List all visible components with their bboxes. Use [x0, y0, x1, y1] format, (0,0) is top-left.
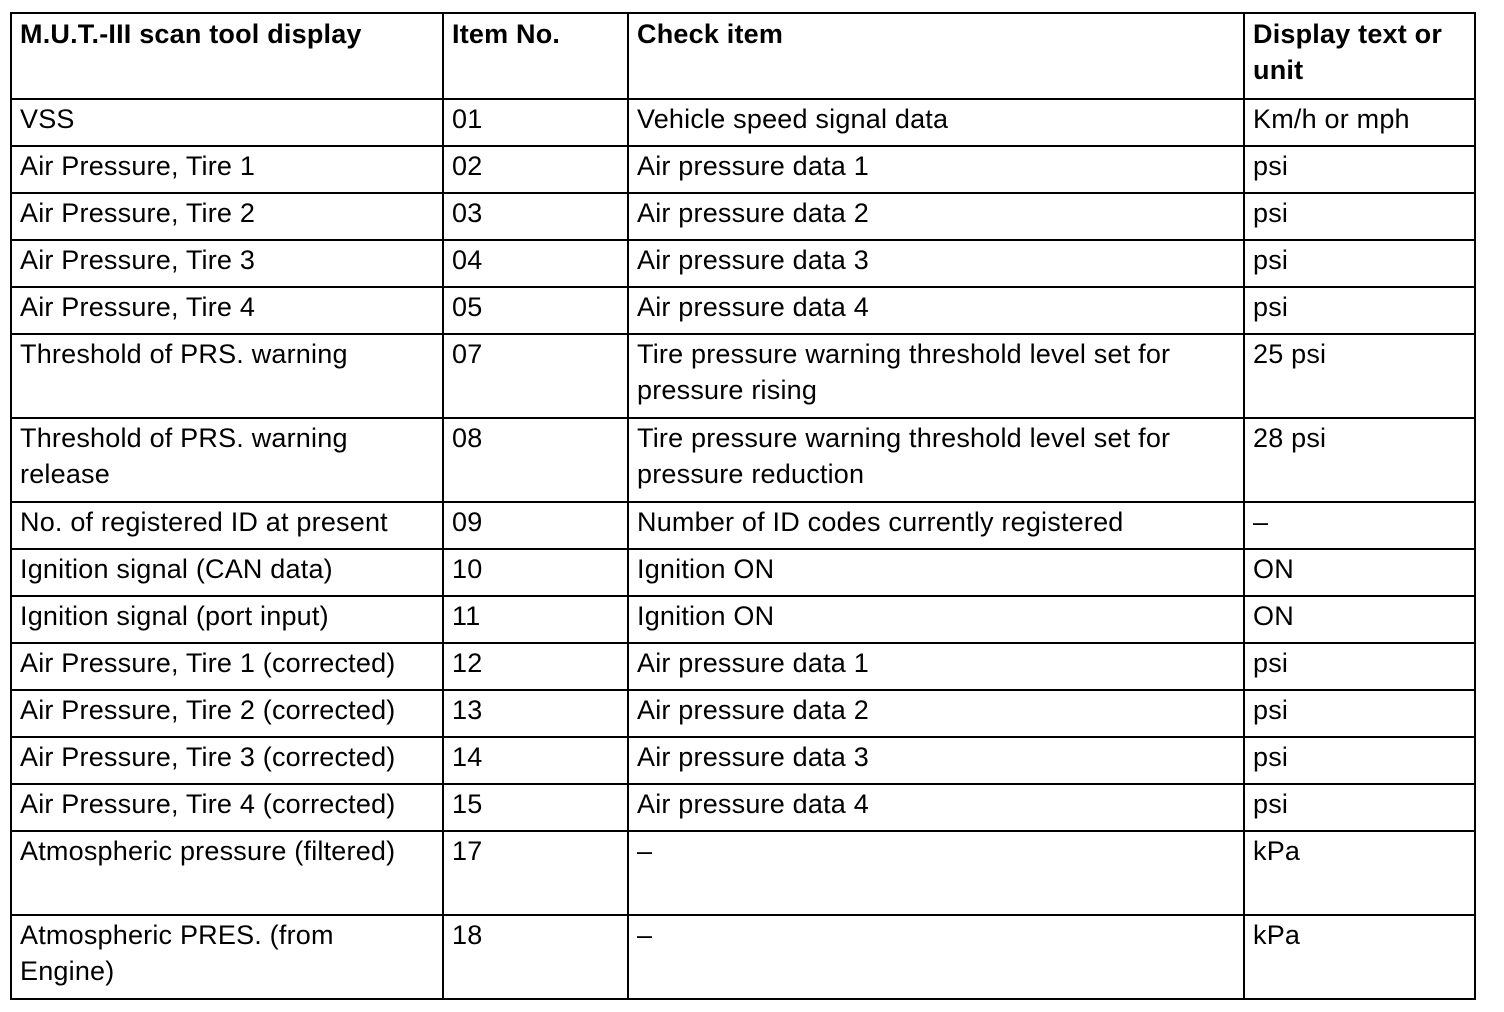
cell-scan-tool-display: Threshold of PRS. warning release	[11, 418, 443, 502]
cell-item-no: 02	[443, 146, 628, 193]
cell-item-no: 01	[443, 99, 628, 146]
cell-check-item: Tire pressure warning threshold level set for pressure rising	[628, 334, 1244, 418]
cell-display-unit: psi	[1244, 737, 1475, 784]
table-row	[11, 240, 1475, 287]
cell-display-unit: –	[1244, 502, 1475, 549]
cell-scan-tool-display: Ignition signal (CAN data)	[11, 549, 443, 596]
cell-item-no: 15	[443, 784, 628, 831]
cell-item-no: 11	[443, 596, 628, 643]
cell-display-unit: psi	[1244, 643, 1475, 690]
cell-check-item: Air pressure data 2	[628, 690, 1244, 737]
table-row	[11, 146, 1475, 193]
data-list-table	[10, 12, 1476, 1000]
cell-item-no: 05	[443, 287, 628, 334]
cell-item-no: 04	[443, 240, 628, 287]
cell-scan-tool-display: Atmospheric PRES. (from Engine)	[11, 915, 443, 999]
cell-scan-tool-display: Air Pressure, Tire 2	[11, 193, 443, 240]
cell-scan-tool-display: Air Pressure, Tire 1 (corrected)	[11, 643, 443, 690]
cell-scan-tool-display: Air Pressure, Tire 2 (corrected)	[11, 690, 443, 737]
cell-scan-tool-display: Ignition signal (port input)	[11, 596, 443, 643]
table-row	[11, 737, 1475, 784]
cell-scan-tool-display: VSS	[11, 99, 443, 146]
table-row	[11, 831, 1475, 915]
header-item-no: Item No.	[443, 13, 628, 99]
cell-display-unit: ON	[1244, 549, 1475, 596]
table-row	[11, 418, 1475, 502]
cell-check-item: Ignition ON	[628, 596, 1244, 643]
cell-scan-tool-display: Air Pressure, Tire 4 (corrected)	[11, 784, 443, 831]
cell-display-unit: Km/h or mph	[1244, 99, 1475, 146]
cell-item-no: 18	[443, 915, 628, 999]
cell-item-no: 08	[443, 418, 628, 502]
cell-display-unit: kPa	[1244, 831, 1475, 915]
cell-item-no: 14	[443, 737, 628, 784]
cell-item-no: 09	[443, 502, 628, 549]
cell-scan-tool-display: No. of registered ID at present	[11, 502, 443, 549]
table-row	[11, 784, 1475, 831]
data-list-table-container	[10, 12, 1474, 1000]
cell-check-item: Number of ID codes currently registered	[628, 502, 1244, 549]
cell-check-item: Air pressure data 3	[628, 737, 1244, 784]
cell-check-item: Air pressure data 2	[628, 193, 1244, 240]
cell-check-item: Air pressure data 1	[628, 146, 1244, 193]
cell-check-item: Ignition ON	[628, 549, 1244, 596]
cell-display-unit: ON	[1244, 596, 1475, 643]
cell-scan-tool-display: Air Pressure, Tire 1	[11, 146, 443, 193]
cell-display-unit: 25 psi	[1244, 334, 1475, 418]
cell-item-no: 03	[443, 193, 628, 240]
cell-display-unit: 28 psi	[1244, 418, 1475, 502]
cell-item-no: 13	[443, 690, 628, 737]
cell-item-no: 07	[443, 334, 628, 418]
cell-item-no: 12	[443, 643, 628, 690]
cell-display-unit: psi	[1244, 240, 1475, 287]
table-row	[11, 334, 1475, 418]
cell-check-item: Vehicle speed signal data	[628, 99, 1244, 146]
table-row	[11, 596, 1475, 643]
table-header-row	[11, 13, 1475, 99]
cell-check-item: Air pressure data 3	[628, 240, 1244, 287]
table-row	[11, 915, 1475, 999]
cell-display-unit: kPa	[1244, 915, 1475, 999]
cell-display-unit: psi	[1244, 193, 1475, 240]
header-scan-tool-display: M.U.T.-III scan tool display	[11, 13, 443, 99]
cell-scan-tool-display: Threshold of PRS. warning	[11, 334, 443, 418]
cell-item-no: 17	[443, 831, 628, 915]
cell-display-unit: psi	[1244, 146, 1475, 193]
cell-scan-tool-display: Air Pressure, Tire 3 (corrected)	[11, 737, 443, 784]
cell-item-no: 10	[443, 549, 628, 596]
cell-display-unit: psi	[1244, 287, 1475, 334]
header-display-unit: Display text or unit	[1244, 13, 1475, 99]
cell-check-item: Air pressure data 4	[628, 784, 1244, 831]
cell-check-item: –	[628, 831, 1244, 915]
table-row	[11, 643, 1475, 690]
cell-check-item: Air pressure data 1	[628, 643, 1244, 690]
table-row	[11, 502, 1475, 549]
table-body	[11, 99, 1475, 999]
table-row	[11, 690, 1475, 737]
cell-display-unit: psi	[1244, 784, 1475, 831]
cell-scan-tool-display: Atmospheric pressure (filtered)	[11, 831, 443, 915]
table-row	[11, 549, 1475, 596]
table-row	[11, 193, 1475, 240]
cell-scan-tool-display: Air Pressure, Tire 4	[11, 287, 443, 334]
header-check-item: Check item	[628, 13, 1244, 99]
cell-check-item: Tire pressure warning threshold level set for pressure reduction	[628, 418, 1244, 502]
cell-scan-tool-display: Air Pressure, Tire 3	[11, 240, 443, 287]
cell-check-item: Air pressure data 4	[628, 287, 1244, 334]
table-row	[11, 99, 1475, 146]
cell-display-unit: psi	[1244, 690, 1475, 737]
table-row	[11, 287, 1475, 334]
cell-check-item: –	[628, 915, 1244, 999]
